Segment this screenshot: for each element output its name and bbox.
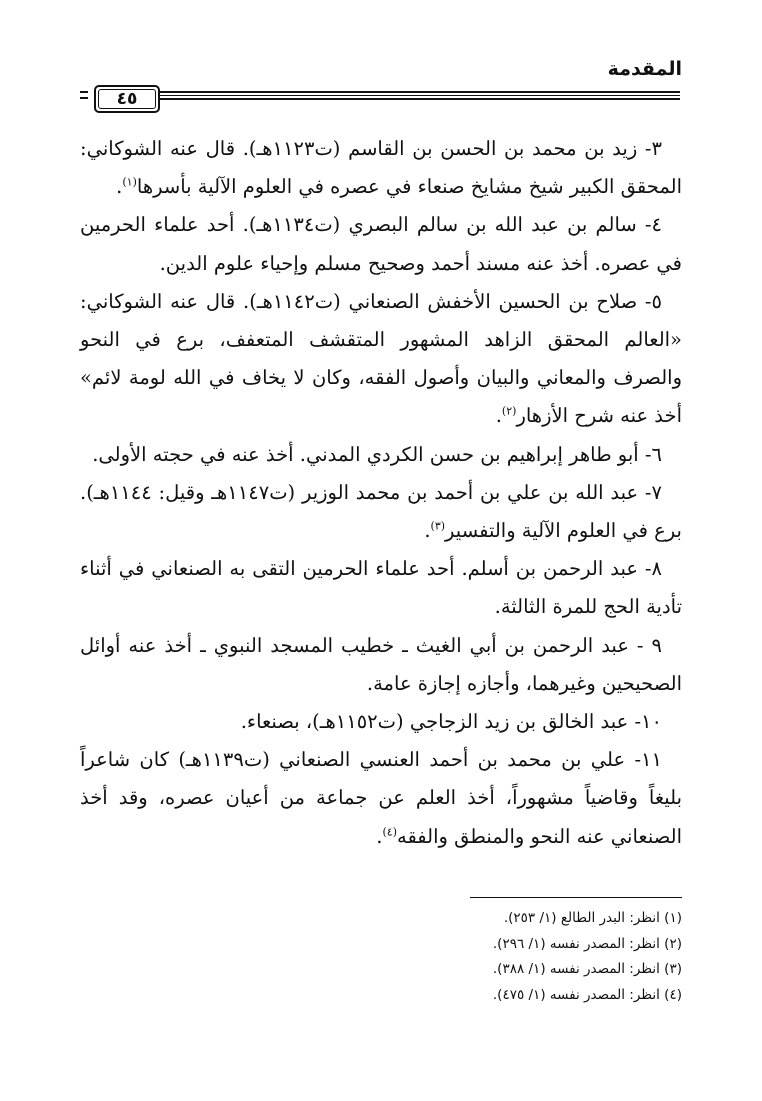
footnote-item: (٤) انظر: المصدر نفسه (١/ ٤٧٥). xyxy=(492,986,682,1003)
paragraph-item-11 xyxy=(80,741,682,856)
rule-main-top xyxy=(160,91,680,93)
footnote-ref: (٢) xyxy=(501,404,517,418)
paragraph-text: ٣- زيد بن محمد بن الحسن بن القاسم (ت١١٢٣هـ). قال عنه الشوكاني: المحقق الكبير شيخ مشايخ صنعاء في عصره في العلوم الآلية بأسرها xyxy=(80,137,682,199)
section-title: المقدمة xyxy=(607,58,682,80)
page-number: ٤٥ xyxy=(116,89,138,109)
paragraph-item-10 xyxy=(80,703,682,741)
footnote-ref: (٣) xyxy=(430,519,446,533)
paragraph-text: ٤- سالم بن عبد الله بن سالم البصري (ت١١٣٤هـ). أحد علماء الحرمين في عصره. أخذ عنه مسند أحمد وصحيح مسلم وإحياء علوم الدين. xyxy=(80,213,682,275)
footnote-ref: (٤) xyxy=(382,825,397,839)
paragraph-text: ١٠- عبد الخالق بن زيد الزجاجي (ت١١٥٢هـ)، بصنعاء. xyxy=(240,710,662,734)
paragraph-text: ٧- عبد الله بن علي بن أحمد بن محمد الوزير (ت١١٤٧هـ وقيل: ١١٤٤هـ). برع في العلوم الآلية والتفسير xyxy=(80,480,682,543)
paragraph-text: ٨- عبد الرحمن بن أسلم. أحد علماء الحرمين التقى به الصنعاني في أثناء تأدية الحج للمرة الثالثة. xyxy=(80,557,682,619)
rule-main-middle xyxy=(160,95,680,96)
paragraph-text: ١١- علي بن محمد بن أحمد العنسي الصنعاني (ت١١٣٩هـ) كان شاعراً بليغاً وقاضياً مشهوراً، أخذ العلم عن جماعة من أعيان عصره، وقد أخذ الصنعاني عنه النحو والمنطق والفقه xyxy=(80,748,682,848)
paragraph-text: ٦- أبو طاهر إبراهيم بن حسن الكردي المدني. أخذ عنه في حجته الأولى. xyxy=(92,442,662,466)
rule-main-bottom xyxy=(160,98,680,100)
paragraph-tail: . xyxy=(116,175,123,199)
footnote-item: (١) انظر: البدر الطالع (١/ ٢٥٣). xyxy=(503,910,682,926)
header-rule xyxy=(80,85,680,113)
footnote-item: (٢) انظر: المصدر نفسه (١/ ٢٩٦). xyxy=(492,935,682,952)
paragraph-item-5 xyxy=(80,283,682,436)
footnote-separator xyxy=(470,897,682,898)
footnote-ref: (١) xyxy=(122,175,137,189)
paragraph-tail: . xyxy=(424,519,431,543)
rule-left-bottom xyxy=(80,97,88,99)
footnotes xyxy=(282,906,682,1008)
footnote-item: (٣) انظر: المصدر نفسه (١/ ٣٨٨). xyxy=(492,961,682,977)
paragraph-tail: . xyxy=(376,824,383,848)
paragraph-item-8 xyxy=(80,550,682,626)
page-number-box xyxy=(94,85,160,113)
rule-left-top xyxy=(80,91,88,93)
paragraph-item-4 xyxy=(80,206,682,282)
paragraph-text: ٩ - عبد الرحمن بن أبي الغيث ـ خطيب المسجد النبوي ـ أخذ عنه أوائل الصحيحين وغيرهما، وأجازه إجازة عامة. xyxy=(80,633,682,695)
paragraph-tail: . xyxy=(495,404,502,428)
paragraph-item-7 xyxy=(80,474,682,550)
paragraph-item-6 xyxy=(80,436,682,474)
paragraph-text: ٥- صلاح بن الحسين الأخفش الصنعاني (ت١١٤٢هـ). قال عنه الشوكاني: «العالم المحقق الزاهد المشهور المتقشف المتعفف، برع في النحو والصرف والمعاني والبيان وأصول الفقه، وكان لا يخاف في الله لومة لائم» أخذ عنه شرح الأزهار xyxy=(80,289,682,428)
paragraph-item-9 xyxy=(80,627,682,703)
paragraph-item-3 xyxy=(80,130,682,206)
body-text xyxy=(80,130,682,856)
